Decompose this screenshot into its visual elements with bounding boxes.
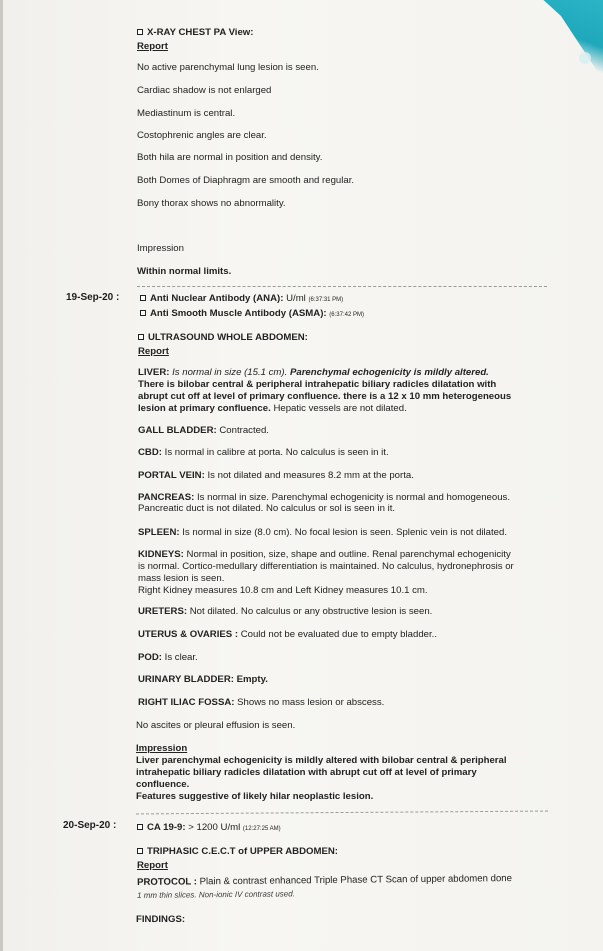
ureters-finding: URETERS: Not dilated. No calculus or any obstructive lesion is seen. (138, 606, 433, 617)
divider (136, 811, 548, 815)
xray-line: Both Domes of Diaphragm are smooth and regular. (137, 175, 355, 186)
protocol-line-1: PROTOCOL : Plain & contrast enhanced Triple Phase CT Scan of upper abdomen done (137, 873, 513, 888)
urinary-bladder-finding: URINARY BLADDER: Empty. (138, 674, 268, 685)
xray-impression-label: Impression (137, 243, 184, 254)
entry-date: 19-Sep-20 : (66, 292, 120, 303)
asma-result: Anti Smooth Muscle Antibody (ASMA): (6:37:42 PM) (140, 308, 364, 319)
uterus-ovaries-finding: UTERUS & OVARIES : Could not be evaluated due to empty bladder.. (138, 629, 437, 640)
xray-line: No active parenchymal lung lesion is seen. (137, 62, 319, 73)
checkbox-icon (140, 310, 146, 316)
ana-result: Anti Nuclear Antibody (ANA): U/ml (6:37:31 PM) (140, 293, 343, 304)
ct-title: TRIPHASIC C.E.C.T of UPPER ABDOMEN: (137, 846, 338, 857)
impression-line: Liver parenchymal echogenicity is mildly altered with bilobar central & peripheral (136, 755, 507, 766)
pod-finding: POD: Is clear. (138, 652, 198, 663)
portal-vein-finding: PORTAL VEIN: Is not dilated and measures 8.2 mm at the porta. (138, 470, 414, 481)
xray-report-heading: Report (137, 41, 168, 52)
pancreas-line-2: Pancreatic duct is not dilated. No calculus or sol is seen in it. (138, 503, 396, 514)
pancreas-line-1: PANCREAS: Is normal in size. Parenchymal echogenicity is normal and homogeneous. (138, 492, 511, 503)
kidneys-line-3: mass lesion is seen. (138, 573, 225, 584)
xray-title: X-RAY CHEST PA View: (137, 27, 253, 38)
kidneys-line-2: is normal. Cortico-medullary differentiation is maintained. No calculus, hydronephrosis or (138, 561, 514, 572)
checkbox-icon (137, 848, 143, 854)
ca-19-9-result: CA 19-9: > 1200 U/ml (12:27:25 AM) (137, 822, 281, 833)
protocol-line-2: 1 mm thin slices. Non-ionic IV contrast used. (137, 889, 295, 900)
paper-edge (0, 0, 3, 951)
impression-line: confluence. (136, 779, 190, 790)
checkbox-icon (138, 334, 144, 340)
checkbox-icon (137, 29, 143, 35)
ct-report-heading: Report (137, 860, 168, 871)
xray-line: Mediastinum is central. (137, 108, 236, 119)
liver-line-3: abrupt cut off at level of primary confluence. there is a 12 x 10 mm heterogeneous (138, 391, 512, 402)
fabric-pattern-dot (579, 52, 591, 64)
liver-line-2: There is bilobar central & peripheral intrahepatic biliary radicles dilatation with (138, 379, 497, 390)
background-fabric (533, 0, 603, 80)
ultrasound-title: ULTRASOUND WHOLE ABDOMEN: (138, 332, 308, 343)
xray-impression-text: Within normal limits. (137, 266, 232, 277)
kidneys-line-1: KIDNEYS: Normal in position, size, shape and outline. Renal parenchymal echogenicity (138, 549, 511, 560)
xray-line: Cardiac shadow is not enlarged (137, 85, 272, 96)
checkbox-icon (140, 295, 146, 301)
findings-label: FINDINGS: (136, 914, 186, 925)
xray-line: Costophrenic angles are clear. (137, 130, 267, 141)
xray-line: Both hila are normal in position and density. (137, 152, 323, 163)
checkbox-icon (137, 824, 143, 830)
cbd-finding: CBD: Is normal in calibre at porta. No calculus is seen in it. (138, 447, 389, 458)
gall-bladder-finding: GALL BLADDER: Contracted. (138, 425, 269, 436)
right-iliac-fossa-finding: RIGHT ILIAC FOSSA: Shows no mass lesion or abscess. (138, 697, 385, 708)
divider (137, 286, 547, 287)
xray-line: Bony thorax shows no abnormality. (137, 198, 286, 209)
ultrasound-impression-label: Impression (136, 743, 188, 754)
impression-line: Features suggestive of likely hilar neoplastic lesion. (136, 791, 374, 802)
ultrasound-report-heading: Report (138, 346, 169, 357)
kidneys-line-4: Right Kidney measures 10.8 cm and Left Kidney measures 10.1 cm. (138, 585, 428, 596)
entry-date: 20-Sep-20 : (63, 820, 117, 831)
ascites-finding: No ascites or pleural effusion is seen. (136, 720, 296, 731)
spleen-finding: SPLEEN: Is normal in size (8.0 cm). No focal lesion is seen. Splenic vein is not dilated. (138, 527, 508, 538)
liver-line-1: LIVER: Is normal in size (15.1 cm). Parenchymal echogenicity is mildly altered. (138, 367, 489, 378)
liver-line-4: lesion at primary confluence. Hepatic vessels are not dilated. (138, 403, 407, 414)
impression-line: intrahepatic biliary radicles dilatation with abrupt cut off at level of primary (136, 767, 477, 778)
